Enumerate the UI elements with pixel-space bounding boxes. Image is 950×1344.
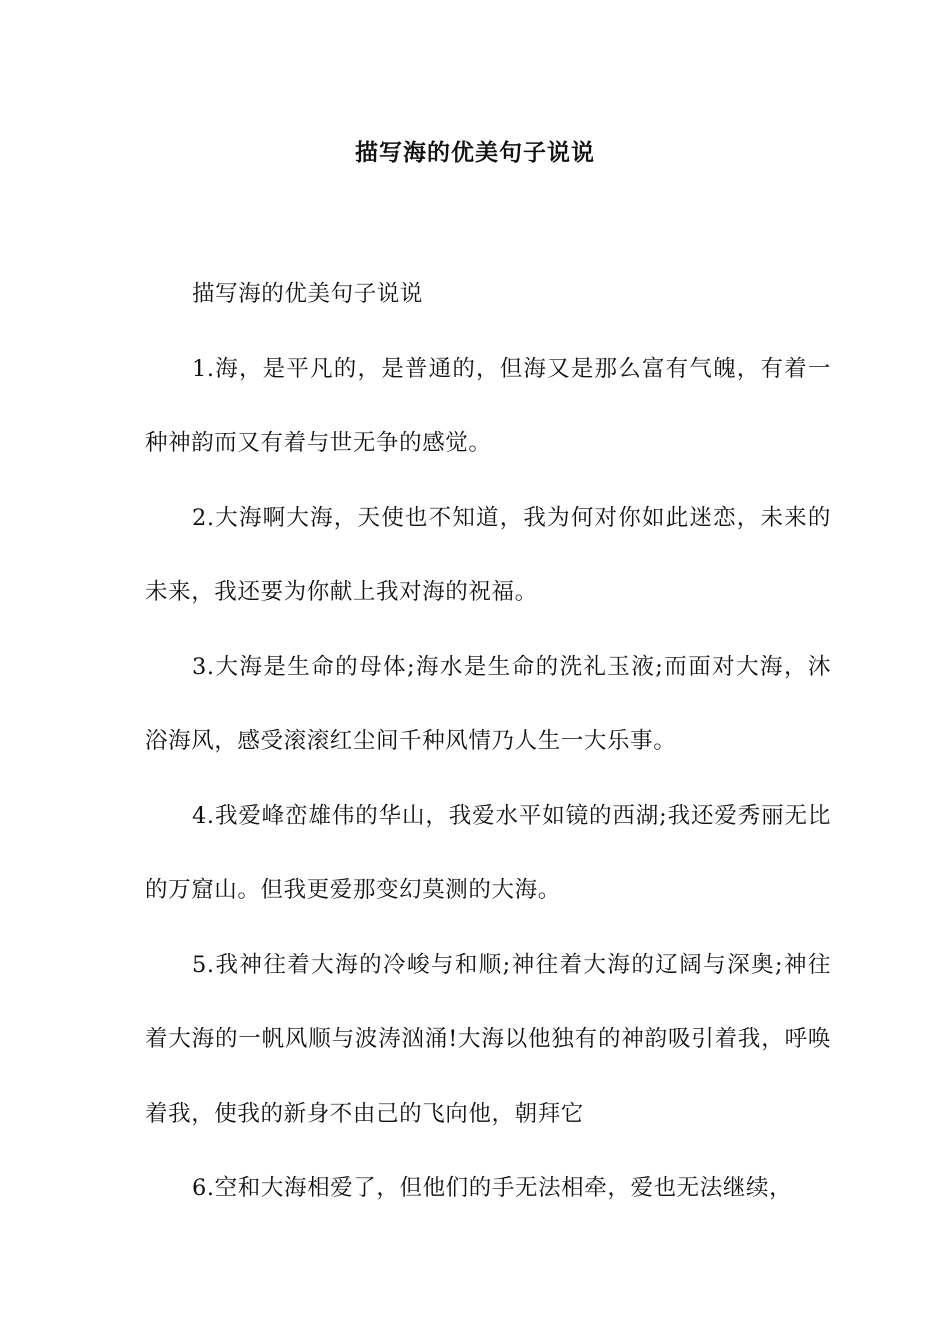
document-body xyxy=(145,257,831,1226)
paragraph-item-1: 1.海，是平凡的，是普通的，但海又是那么富有气魄，有着一种神韵而又有着与世无争的感觉。 xyxy=(145,355,831,456)
paragraph-item-2: 2.大海啊大海，天使也不知道，我为何对你如此迷恋，未来的未来，我还要为你献上我对海的祝福。 xyxy=(145,504,831,605)
paragraph-item-5: 5.我神往着大海的冷峻与和顺;神往着大海的辽阔与深奥;神往着大海的一帆风顺与波涛汹涌!大海以他独有的神韵吸引着我，呼唤着我，使我的新身不由己的飞向他，朝拜它 xyxy=(145,951,831,1127)
paragraph-item-3: 3.大海是生命的母体;海水是生命的洗礼玉液;而面对大海，沐浴海风，感受滚滚红尘间千种风情乃人生一大乐事。 xyxy=(145,653,831,754)
paragraph-heading: 描写海的优美句子说说 xyxy=(192,281,424,307)
paragraph-item-4: 4.我爱峰峦雄伟的华山，我爱水平如镜的西湖;我还爱秀丽无比的万窟山。但我更爱那变幻莫测的大海。 xyxy=(145,802,831,903)
paragraph-item-6: 6.空和大海相爱了，但他们的手无法相牵，爱也无法继续， xyxy=(192,1175,793,1201)
document-title: 描写海的优美句子说说 xyxy=(355,140,595,166)
